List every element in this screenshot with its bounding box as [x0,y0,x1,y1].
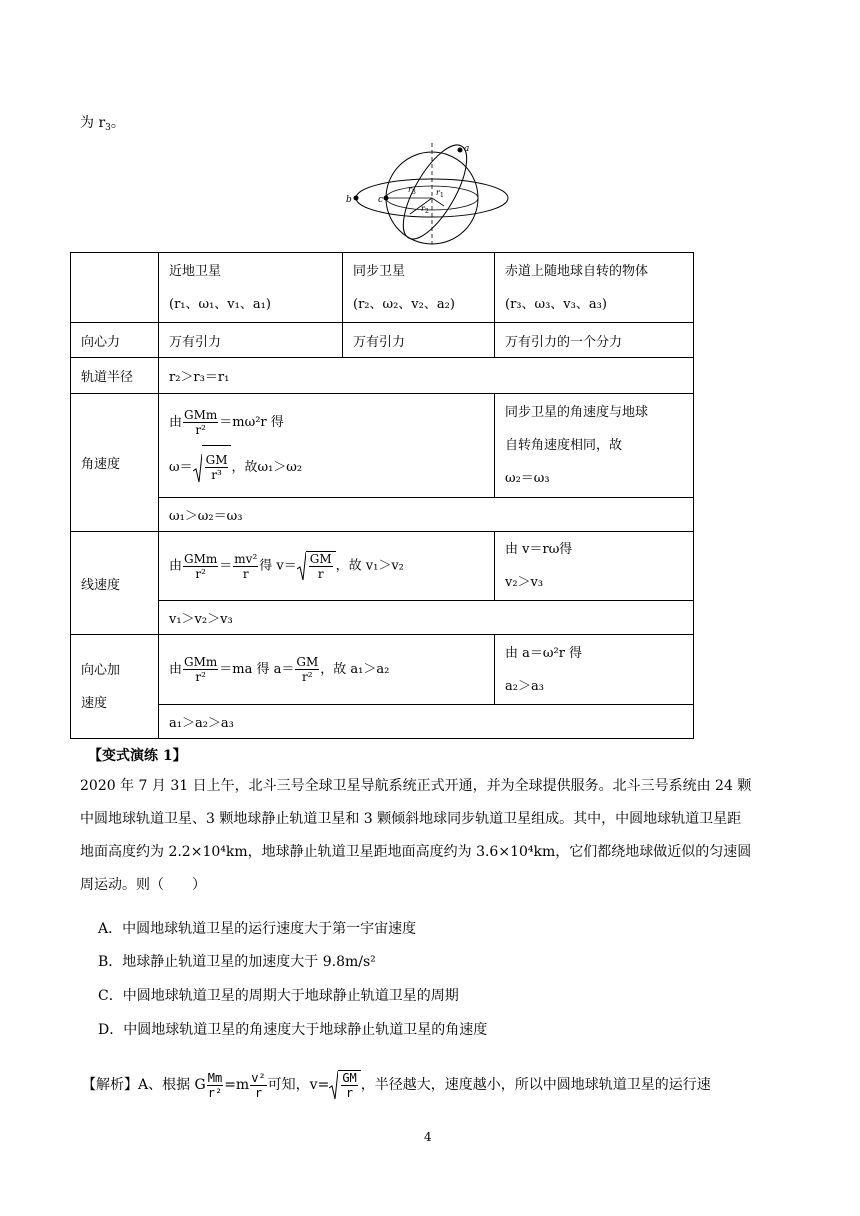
svg-text:3: 3 [412,189,416,196]
header-equator-object: 赤道上随地球自转的物体 (r₃、ω₃、v₃、a₃) [495,253,694,323]
exercise-paragraph-line2: 中圆地球轨道卫星、3 颗地球静止轨道卫星和 3 颗倾斜地球同步轨道卫星组成。其中，中圆地球轨道卫星距 [80,811,742,827]
table-row: ω₁＞ω₂＝ω₃ [71,498,694,532]
label-r1: r [436,188,440,197]
header-near-earth: 近地卫星 (r₁、ω₁、v₁、a₁) [159,253,343,323]
angular-formula-cell [159,394,495,498]
table-row: v₁＞v₂＞v₃ [71,601,694,635]
label-c: c [378,195,384,205]
header-synchronous: 同步卫星 (r₂、ω₂、v₂、a₂) [343,253,495,323]
label-b: b [346,195,352,205]
label-r3: r [408,185,412,194]
row-label-centripetal: 向心力 [71,323,159,358]
svg-text:2: 2 [425,208,429,215]
row-label-accel: 向心加 速度 [71,635,159,739]
table-row: 轨道半径 r₂＞r₃＝r₁ [71,358,694,394]
intro-text: 为 $r_3$。 [80,115,125,133]
table-row: 向心力 万有引力 万有引力 万有引力的一个分力 [71,323,694,358]
option-d: D．中圆地球轨道卫星的角速度大于地球静止轨道卫星的角速度 [98,1022,488,1038]
svg-text:1: 1 [440,192,444,199]
option-c: C．中圆地球轨道卫星的周期大于地球静止轨道卫星的周期 [98,988,459,1004]
angular-right-cell: 同步卫星的角速度与地球 自转角速度相同，故 ω₂＝ω₃ [495,394,694,498]
exercise-paragraph-line1: 2020 年 7 月 31 日上午，北斗三号全球卫星导航系统正式开通，并为全球提供服务。北斗三号系统由 24 颗 [80,778,752,794]
table-row [71,635,694,705]
label-r2: r [421,204,425,213]
row-label-linear: 线速度 [71,532,159,635]
table-row [71,253,694,323]
header-empty-cell [71,253,159,323]
table-row: a₁＞a₂＞a₃ [71,705,694,739]
label-a: a [464,144,470,154]
row-label-angular: 角速度 [71,394,159,532]
angular-formula-line2: ω＝ $\frac{GM}{\text{r³}}$ ，故ω₁＞ω₂ [169,445,484,490]
table-row [71,532,694,601]
angular-formula-line1: 由 $\frac{\text{GMm}}{\text{r²}}$ ＝mω²r 得 [169,408,284,437]
exercise-heading: 【变式演练 1】 [88,748,187,764]
satellite-comparison-table [70,252,694,739]
row-label-radius: 轨道半径 [71,358,159,394]
exercise-paragraph-line4: 周运动。则（ ） [80,877,206,893]
linear-right-cell: 由 v＝rω得 v₂＞v₃ [495,532,694,601]
page-number: 4 [424,1130,432,1144]
exercise-paragraph-line3: 地面高度约为 2.2×10⁴km，地球静止轨道卫星距地面高度约为 3.6×10⁴km，它们都绕地球做近似的匀速圆 [80,844,752,860]
table-row [71,394,694,498]
accel-formula-cell: 由 $\frac{\text{GMm}}{\text{r²}}$ ＝ma 得 a＝ $\frac{GM}{\text{r²}}$ ，故 a₁＞a₂ [159,635,495,705]
linear-formula-cell: 由 $\frac{\text{GMm}}{\text{r²}}$ ＝ $\frac{\text{mv²}}{r}$ 得 v＝ $\frac{GM}{r}$ ，故 v₁＞v₂ [159,532,495,601]
accel-right-cell: 由 a＝ω²r 得 a₂＞a₃ [495,635,694,705]
analysis-line: 【解析】A、根据 G $\frac{Mm}{\text{r²}}$ =m $\frac{\text{v²}}{r}$ 可知，v= $\frac{GM}{r}$ ，半径越大，速度越小，所以中圆地球轨道卫星的运行速 [82,1070,711,1100]
option-a: A．中圆地球轨道卫星的运行速度大于第一宇宙速度 [98,921,417,937]
option-b: B．地球静止轨道卫星的加速度大于 9.8m/s² [98,954,376,970]
satellite-orbit-diagram [340,140,520,245]
